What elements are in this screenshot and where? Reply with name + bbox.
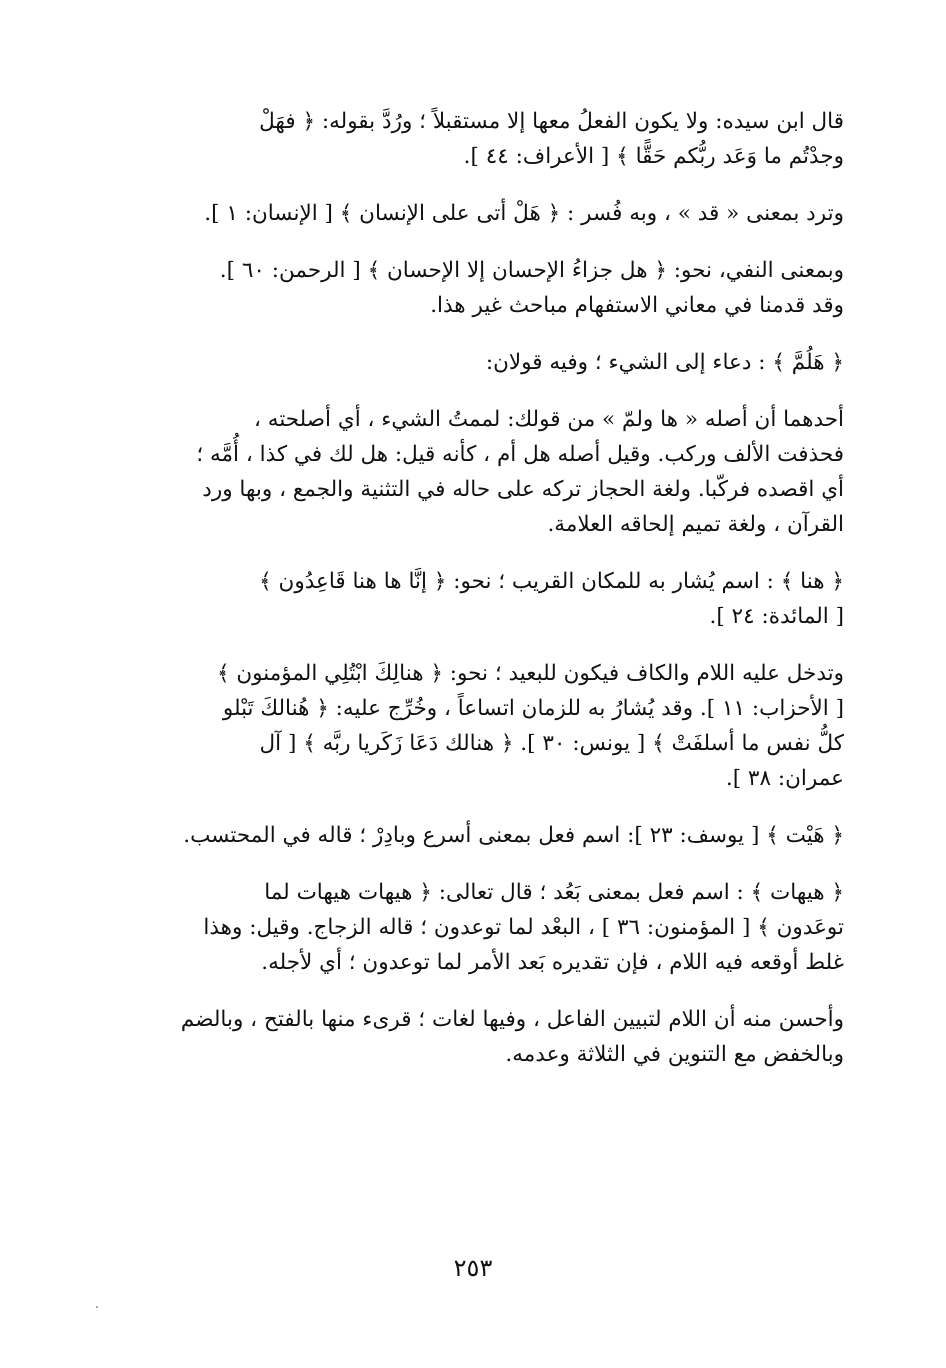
text-line: وأحسن منه أن اللام لتبيين الفاعل ، وفيها لغات ؛ قرىء منها بالفتح ، وبالضم [180,1007,844,1032]
text-line: وتدخل عليه اللام والكاف فيكون للبعيد ؛ نحو: ﴿ هنالِكَ ابْتُلِي المؤمنون ﴾ [216,661,844,686]
scan-speck [96,1306,98,1308]
page-number: ٢٥٣ [453,1254,493,1282]
text-line: توعَدون ﴾ [ المؤمنون: ٣٦ ] ، البعْد لما توعدون ؛ قاله الزجاج. وقيل: وهذا [203,915,844,940]
text-line: ﴿ هَيْت ﴾ [ يوسف: ٢٣ ]: اسم فعل بمعنى أسرع وبادِرْ ؛ قاله في المحتسب. [183,823,844,848]
text-line: وبمعنى النفي، نحو: ﴿ هل جزاءُ الإحسان إلا الإحسان ﴾ [ الرحمن: ٦٠ ]. [219,258,844,283]
text-line: أي اقصده فركّبا. ولغة الحجاز تركه على حاله في التثنية والجمع ، وبها ورد [202,477,844,502]
text-line: فحذفت الألف وركب. وقيل أصله هل أم ، كأنه قيل: هل لك في كذا ، أُمَّه ؛ [196,442,844,467]
text-line: [ المائدة: ٢٤ ]. [709,604,844,629]
text-line: ﴿ هيهات ﴾ : اسم فعل بمعنى بَعُد ؛ قال تعالى: ﴿ هيهات هيهات لما [264,880,844,905]
paragraph [158,402,844,542]
paragraph [158,345,844,380]
text-line: عمران: ٣٨ ]. [725,766,844,791]
text-line: [ الأحزاب: ١١ ]. وقد يُشارُ به للزمان اتساعاً ، وخُرِّج عليه: ﴿ هُنالكَ تَبْلو [222,696,844,721]
text-line: وجدْتُم ما وَعَد ربُّكم حَقًّا ﴾ [ الأعراف: ٤٤ ]. [463,144,844,169]
text-line: وقد قدمنا في معاني الاستفهام مباحث غير هذا. [430,293,844,318]
paragraph [158,196,844,231]
paragraph [158,875,844,980]
text-line: غلط أوقعه فيه اللام ، فإن تقديره بَعد الأمر لما توعدون ؛ أي لأجله. [261,950,844,975]
text-line: أحدهما أن أصله « ها ولمّ » من قولك: لممتُ الشيء ، أي أصلحته ، [254,407,844,432]
paragraph [158,656,844,796]
paragraph [158,564,844,634]
text-line: وترد بمعنى « قد » ، وبه فُسر : ﴿ هَلْ أتى على الإنسان ﴾ [ الإنسان: ١ ]. [204,201,844,226]
paragraph [158,1002,844,1072]
text-line: ﴿ هنا ﴾ : اسم يُشار به للمكان القريب ؛ نحو: ﴿ إنَّا ها هنا قَاعِدُون ﴾ [259,569,844,594]
text-line: قال ابن سيده: ولا يكون الفعلُ معها إلا مستقبلاً ؛ ورُدَّ بقوله: ﴿ فهَلْ [259,109,844,134]
text-line: القرآن ، ولغة تميم إلحاقه العلامة. [547,512,844,537]
paragraph [158,104,844,174]
text-line: وبالخفض مع التنوين في الثلاثة وعدمه. [505,1042,844,1067]
text-line: ﴿ هَلُمَّ ﴾ : دعاء إلى الشيء ؛ وفيه قولان: [485,350,844,375]
page-body [158,104,844,1094]
text-line: كلُّ نفس ما أسلفَتْ ﴾ [ يونس: ٣٠ ]. ﴿ هنالك دَعَا زَكَريا ربَّه ﴾ [ آل [259,731,844,756]
paragraph [158,818,844,853]
paragraph [158,253,844,323]
